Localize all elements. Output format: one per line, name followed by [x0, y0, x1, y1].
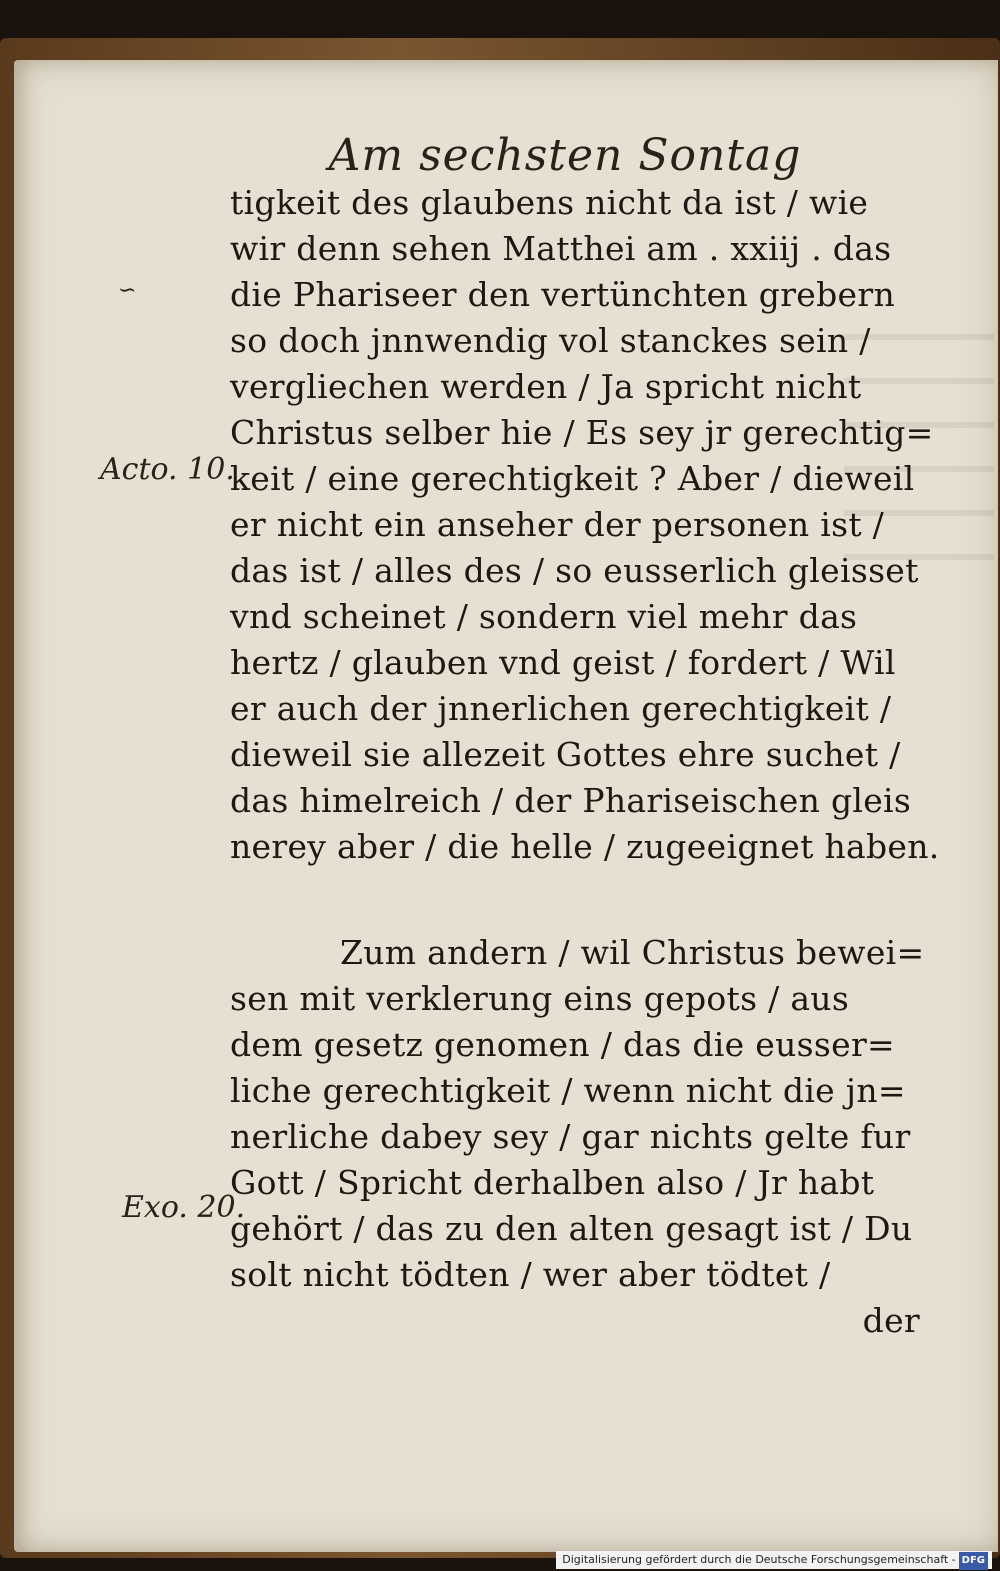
text-line: Christus selber hie / Es sey jr gerechtig= [230, 413, 934, 452]
text-line: nerey aber / die helle / zugeeignet haben. [230, 827, 940, 866]
text-line: er nicht ein anseher der personen ist / [230, 505, 885, 544]
text-line: Zum andern / wil Christus bewei= [340, 933, 925, 972]
text-line: vnd scheinet / sondern viel mehr das [230, 597, 858, 636]
text-line: gehört / das zu den alten gesagt ist / Du [230, 1209, 913, 1248]
text-line: wir denn sehen Matthei am . xxiij . das [230, 229, 892, 268]
margin-note-exo: Exo. 20. [122, 1190, 246, 1225]
text-line: dieweil sie allezeit Gottes ehre suchet / [230, 735, 901, 774]
text-line: liche gerechtigkeit / wenn nicht die jn= [230, 1071, 906, 1110]
text-line: nerliche dabey sey / gar nichts gelte fur [230, 1117, 911, 1156]
body-text [230, 180, 940, 1344]
text-line: vergliechen werden / Ja spricht nicht [230, 367, 862, 406]
text-line: hertz / glauben vnd geist / fordert / Wil [230, 643, 896, 682]
margin-note-acto: Acto. 10. [100, 452, 235, 487]
text-line: Gott / Spricht derhalben also / Jr habt [230, 1163, 875, 1202]
text-line: sen mit verklerung eins gepots / aus [230, 979, 850, 1018]
credit-text: Digitalisierung gefördert durch die Deutsche Forschungsgemeinschaft - [562, 1553, 956, 1566]
text-line: er auch der jnnerlichen gerechtigkeit / [230, 689, 892, 728]
text-line: solt nicht tödten / wer aber tödtet / [230, 1255, 831, 1294]
text-line: keit / eine gerechtigkeit ? Aber / dieweil [230, 459, 915, 498]
text-line: tigkeit des glaubens nicht da ist / wie [230, 183, 869, 222]
text-line: dem gesetz genomen / das die eusser= [230, 1025, 895, 1064]
text-line: das himelreich / der Phariseischen gleis [230, 781, 912, 820]
digitization-credit [556, 1551, 992, 1569]
dfg-logo: DFG [959, 1552, 988, 1570]
paragraph-gap [230, 870, 920, 930]
text-line: das ist / alles des / so eusserlich gleisset [230, 551, 919, 590]
text-line: so doch jnnwendig vol stanckes sein / [230, 321, 871, 360]
margin-mark: ∽ [118, 278, 137, 303]
text-line: die Phariseer den vertünchten grebern [230, 275, 896, 314]
running-head: Am sechsten Sontag [328, 130, 802, 181]
catchword: der [862, 1301, 920, 1340]
